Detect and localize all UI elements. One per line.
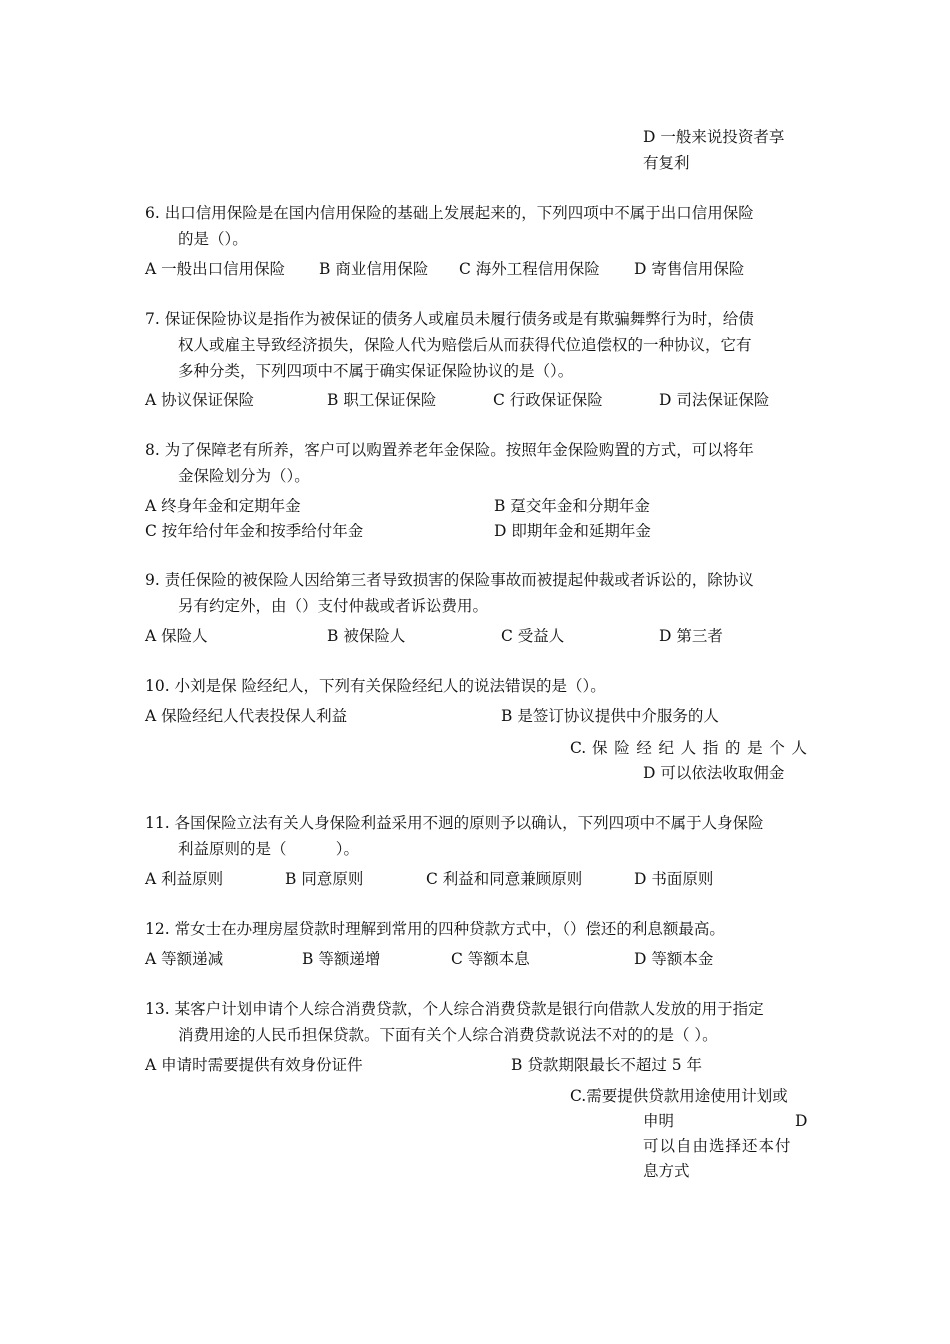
q6-option-b: B 商业信用保险 (319, 260, 429, 278)
q6-option-c: C 海外工程信用保险 (459, 260, 600, 278)
q13-option-c-line2: 申明 (643, 1112, 675, 1130)
question-text: 利益原则的是（ ）。 (178, 840, 360, 858)
question-text: 金保险划分为（）。 (178, 467, 310, 485)
q12-option-a: A 等额递减 (145, 950, 224, 968)
q11-option-c: C 利益和同意兼顾原则 (426, 870, 583, 888)
q13-option-d-line1: 可以自由选择还本付 (643, 1137, 792, 1155)
q10-option-a: A 保险经纪人代表投保人利益 (145, 707, 348, 725)
q13-option-d-label: D (795, 1112, 808, 1130)
question-12 (145, 916, 807, 942)
q8-option-c: C 按年给付年金和按季给付年金 (145, 522, 364, 540)
question-text: 另有约定外，由（）支付仲裁或者诉讼费用。 (178, 597, 489, 615)
question-text: 多种分类，下列四项中不属于确实保证保险协议的是（）。 (178, 362, 574, 380)
q8-option-d: D 即期年金和延期年金 (494, 522, 651, 540)
q6-option-a: A 一般出口信用保险 (145, 260, 286, 278)
q10-option-b: B 是签订协议提供中介服务的人 (501, 707, 719, 725)
question-text: 7. 保证保险协议是指作为被保证的债务人或雇员未履行债务或是有欺骗舞弊行为时，给债 (145, 310, 754, 328)
q7-option-d: D 司法保证保险 (659, 391, 770, 409)
q9-option-a: A 保险人 (145, 627, 208, 645)
q11-option-b: B 同意原则 (285, 870, 364, 888)
q5-option-d-line2: 有复利 (643, 154, 690, 172)
question-text: 10. 小刘是保 险经纪人，下列有关保险经纪人的说法错误的是（）。 (145, 677, 606, 695)
q11-option-d: D 书面原则 (634, 870, 714, 888)
question-text: 6. 出口信用保险是在国内信用保险的基础上发展起来的，下列四项中不属于出口信用保险 (145, 204, 754, 222)
q10-option-d: D 可以依法收取佣金 (643, 764, 785, 782)
q13-option-b: B 贷款期限最长不超过 5 年 (511, 1056, 703, 1074)
q7-option-b: B 职工保证保险 (327, 391, 437, 409)
q12-option-b: B 等额递增 (302, 950, 381, 968)
q9-option-c: C 受益人 (501, 627, 565, 645)
question-7 (145, 306, 807, 384)
q13-option-a: A 申请时需要提供有效身份证件 (145, 1056, 363, 1074)
question-text: 8. 为了保障老有所养，客户可以购置养老年金保险。按照年金保险购置的方式，可以将年 (145, 441, 754, 459)
q8-option-a: A 终身年金和定期年金 (145, 497, 301, 515)
q7-option-c: C 行政保证保险 (493, 391, 603, 409)
q6-option-d: D 寄售信用保险 (634, 260, 745, 278)
question-text: 权人或雇主导致经济损失，保险人代为赔偿后从而获得代位追偿权的一种协议，它有 (178, 336, 752, 354)
q10-option-c: C. 保 险 经 纪 人 指 的 是 个 人 (570, 739, 807, 757)
question-11 (145, 810, 807, 862)
q13-option-d-line2: 息方式 (643, 1162, 690, 1180)
question-6 (145, 200, 807, 252)
question-text: 13. 某客户计划申请个人综合消费贷款，个人综合消费贷款是银行向借款人发放的用于指定 (145, 1000, 764, 1018)
q11-option-a: A 利益原则 (145, 870, 224, 888)
q8-option-b: B 趸交年金和分期年金 (494, 497, 650, 515)
question-text: 消费用途的人民币担保贷款。下面有关个人综合消费贷款说法不对的的是（ ）。 (178, 1026, 718, 1044)
question-9 (145, 567, 807, 619)
question-8 (145, 437, 807, 489)
q5-option-d-line1: D 一般来说投资者享 (643, 128, 785, 146)
question-10 (145, 673, 807, 699)
q9-option-d: D 第三者 (659, 627, 723, 645)
question-text: 12. 常女士在办理房屋贷款时理解到常用的四种贷款方式中，（）偿还的利息额最高。 (145, 920, 725, 938)
q12-option-c: C 等额本息 (451, 950, 530, 968)
q13-option-c-line1: C.需要提供贷款用途使用计划或 (570, 1087, 788, 1105)
q7-option-a: A 协议保证保险 (145, 391, 255, 409)
question-13 (145, 996, 807, 1048)
question-text: 的是（）。 (178, 230, 248, 248)
q12-option-d: D 等额本金 (634, 950, 714, 968)
question-text: 9. 责任保险的被保险人因给第三者导致损害的保险事故而被提起仲裁或者诉讼的，除协议 (145, 571, 754, 589)
q9-option-b: B 被保险人 (327, 627, 406, 645)
question-text: 11. 各国保险立法有关人身保险利益采用不迥的原则予以确认，下列四项中不属于人身保险 (145, 814, 764, 832)
